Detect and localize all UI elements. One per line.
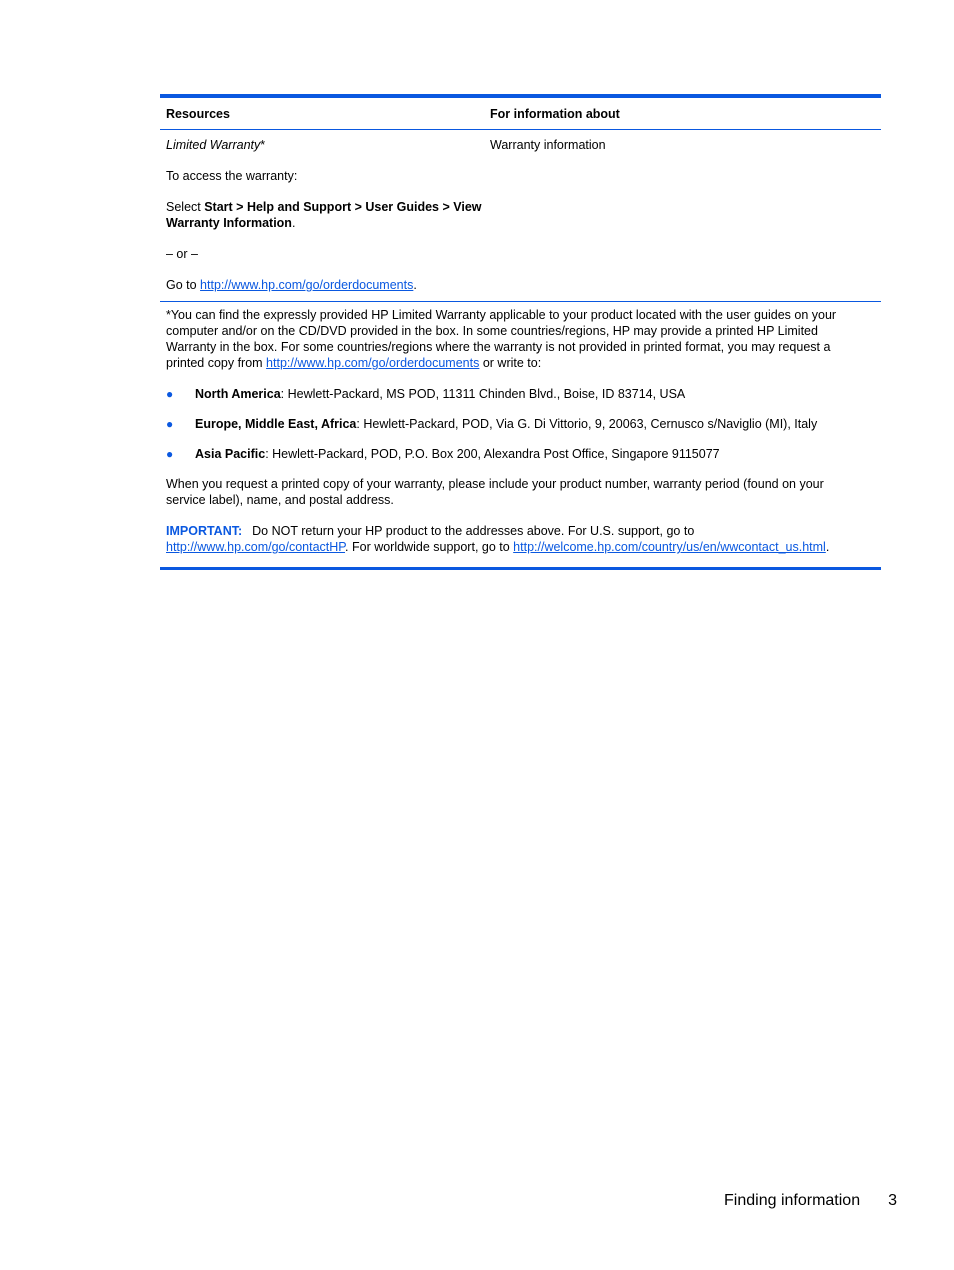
important-text: Do NOT return your HP product to the addresses above. For U.S. support, go to [252,524,695,538]
important-suffix: . [825,540,830,554]
info-cell [484,137,881,293]
important-label: IMPORTANT: [166,524,243,538]
orderdocuments-link[interactable]: http://www.hp.com/go/orderdocuments [200,278,414,292]
list-item [166,386,861,402]
resources-table [160,94,881,570]
page-footer [724,1191,897,1211]
bullet-icon: ● [166,387,174,401]
select-path: Start > Help and Support > User Guides > View Warranty Information [166,200,482,230]
goto-prefix: Go to [166,278,201,292]
header-resources: Resources [166,106,230,121]
footer-page-number: 3 [888,1192,897,1209]
resource-asterisk: * [260,138,266,152]
address-text: : Hewlett-Packard, MS POD, 11311 Chinden Blvd., Boise, ID 83714, USA [280,387,686,401]
note-intro-text: *You can find the expressly provided HP Limited Warranty applicable to your product located with the user guides on your computer and/or on the CD/DVD provided in the box. In some countries/regions, HP may provide a printed HP Limited Warranty in the box. For some countries/regions where the warranty is not provided in printed format, you may request a printed copy from [166,308,837,370]
resource-title-text: Limited Warranty [166,138,261,152]
info-text: Warranty information [490,138,606,152]
note-orderdocuments-link[interactable]: http://www.hp.com/go/orderdocuments [266,356,480,370]
resource-title [166,137,484,153]
access-intro: To access the warranty: [166,169,298,183]
contacthp-link[interactable]: http://www.hp.com/go/contactHP [166,540,346,554]
table-bottom-rule [160,567,881,570]
bullet-icon: ● [166,447,174,461]
note-intro [166,307,861,371]
select-suffix: . [291,216,296,230]
select-prefix: Select [166,200,205,214]
table-row [160,130,881,293]
or-separator: – or – [166,247,198,261]
table-header-row [160,98,881,130]
request-text: When you request a printed copy of your warranty, please include your product number, warranty period (found on your service label), name, and postal address. [166,477,824,507]
important-note [166,523,861,555]
note-intro-suffix: or write to: [479,356,542,370]
list-item [166,416,861,432]
address-region: Asia Pacific [195,447,266,461]
important-mid: . For worldwide support, go to [345,540,514,554]
footer-section-title: Finding information [724,1192,861,1209]
select-instruction [166,199,484,231]
warranty-note [160,302,881,561]
bullet-icon: ● [166,417,174,431]
goto-instruction [166,277,484,293]
address-text: : Hewlett-Packard, POD, P.O. Box 200, Alexandra Post Office, Singapore 9115077 [265,447,720,461]
resource-cell [160,137,484,293]
header-info-about: For information about [490,106,620,121]
address-region: North America [195,387,281,401]
address-text: : Hewlett-Packard, POD, Via G. Di Vittorio, 9, 20063, Cernusco s/Naviglio (MI), Italy [356,417,818,431]
list-item [166,446,861,462]
wwcontact-link[interactable]: http://welcome.hp.com/country/us/en/wwcontact_us.html [513,540,826,554]
address-list [166,386,861,462]
address-region: Europe, Middle East, Africa [195,417,357,431]
goto-suffix: . [413,278,417,292]
